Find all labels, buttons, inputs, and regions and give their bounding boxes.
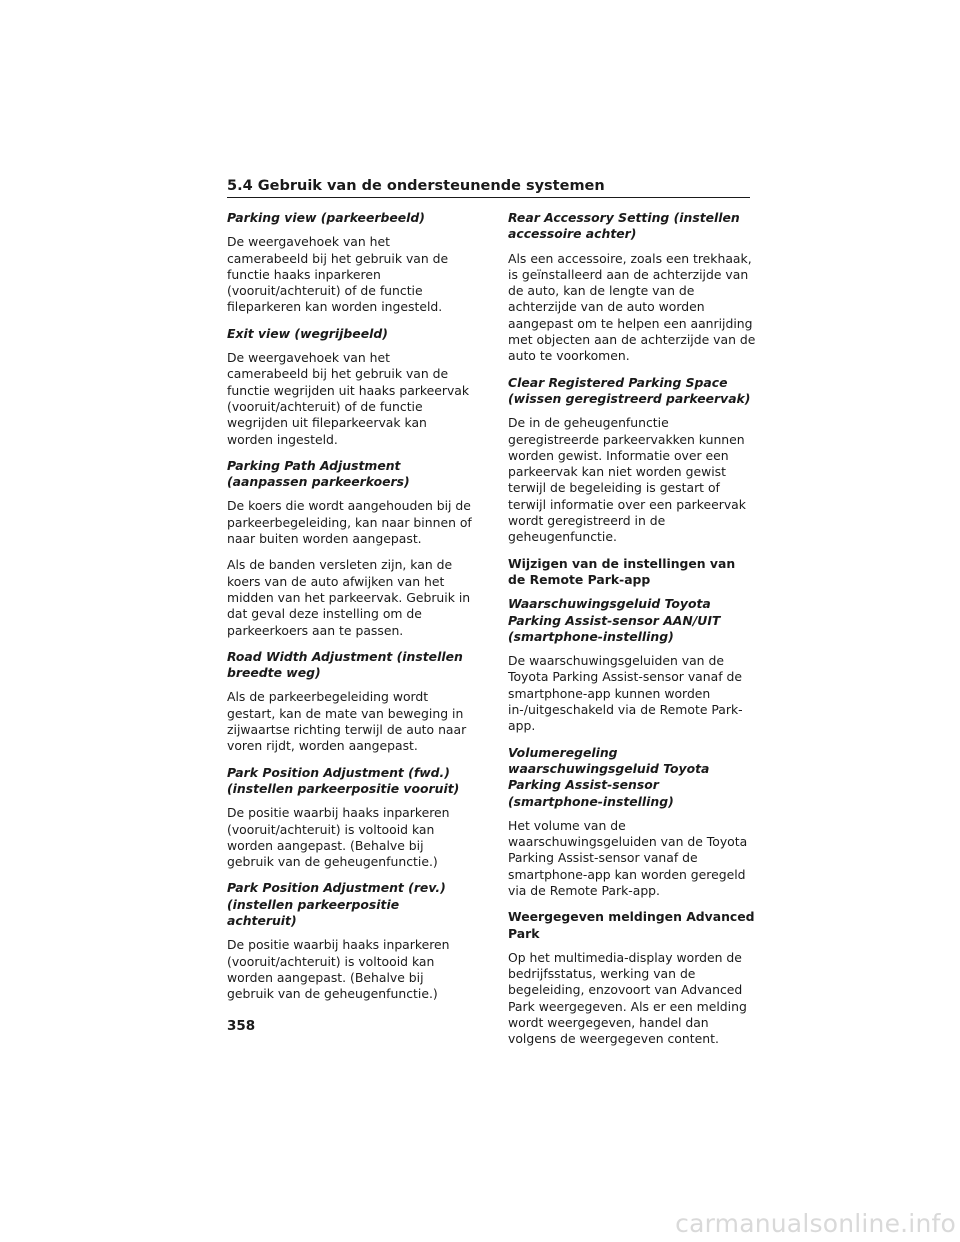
subsection-heading: Waarschuwingsgeluid Toyota Parking Assist-sensor AAN/UIT (smartphone-instelling) (508, 596, 721, 644)
body-paragraph: Als de banden versleten zijn, kan de koers van de auto afwijken van het midden van het parkeervak. Gebruik in dat geval deze instelling om de parkeerkoers aan te passen. (227, 557, 471, 638)
body-paragraph: Als een accessoire, zoals een trekhaak, is geïnstalleerd aan de achterzijde van de auto, kan de lengte van de achterzijde van de auto worden aangepast om te helpen een aanrijding met objecten aan de achterzijde van de auto te voorkomen. (508, 250, 756, 364)
subsection-heading: Exit view (wegrijbeeld) (227, 325, 388, 341)
body-paragraph: De weergavehoek van het camerabeeld bij het gebruik van de functie wegrijden uit haaks parkeervak (vooruit/achteruit) of de functie wegrijden uit fileparkeervak kan worden ingesteld. (227, 350, 470, 447)
subsection-heading: Park Position Adjustment (rev.) (instellen parkeerpositie achteruit) (227, 880, 446, 928)
subsection-heading: Parking Path Adjustment (aanpassen parkeerkoers) (227, 457, 410, 490)
section-heading: Weergegeven meldingen Advanced Park (508, 909, 755, 941)
watermark-logo: carmanualsonline.info (675, 1209, 956, 1238)
body-paragraph: Het volume van de waarschuwingsgeluiden van de Toyota Parking Assist-sensor vanaf de smartphone-app kan worden geregeld via de Remote Park-app. (508, 817, 748, 898)
section-heading: Wijzigen van de instellingen van de Remote Park-app (508, 555, 736, 587)
section-header (227, 178, 750, 198)
subsection-heading: Rear Accessory Setting (instellen accessoire achter) (508, 210, 740, 242)
body-paragraph: Op het multimedia-display worden de bedrijfsstatus, werking van de begeleiding, enzovoort van Advanced Park weergegeven. Als er een melding wordt weergegeven, handel dan volgens de weergegeven content. (508, 949, 747, 1047)
subsection-heading: Parking view (parkeerbeeld) (227, 210, 425, 225)
left-text-column (227, 210, 473, 1002)
subsection-heading: Park Position Adjustment (fwd.) (instellen parkeerpositie vooruit) (227, 764, 460, 796)
body-paragraph: De positie waarbij haaks inparkeren (vooruit/achteruit) is voltooid kan worden aangepast. (Behalve bij gebruik van de geheugenfunctie.) (227, 805, 450, 870)
body-paragraph: De in de geheugenfunctie geregistreerde parkeervakken kunnen worden gewist. Informatie over een parkeervak kan niet worden gewist terwijl de begeleiding is gestart of terwijl informatie over een parkeervak wordt geregistreerd in de geheugenfunctie. (508, 415, 746, 545)
subsection-heading: Clear Registered Parking Space (wissen geregistreerd parkeervak) (508, 374, 751, 406)
subsection-heading: Volumeregeling waarschuwingsgeluid Toyota Parking Assist-sensor (smartphone-instelling) (508, 744, 710, 809)
body-paragraph: De weergavehoek van het camerabeeld bij het gebruik van de functie haaks inparkeren (vooruit/achteruit) of de functie fileparkeren kan worden ingesteld. (227, 234, 449, 315)
body-paragraph: De koers die wordt aangehouden bij de parkeerbegeleiding, kan naar binnen of naar buiten worden aangepast. (227, 498, 472, 547)
body-paragraph: Als de parkeerbegeleiding wordt gestart, kan de mate van beweging in zijwaartse richting terwijl de auto naar voren rijdt, worden aangepast. (227, 689, 467, 754)
right-text-column (508, 210, 756, 1048)
page-number: 358 (227, 1018, 256, 1034)
subsection-heading: Road Width Adjustment (instellen breedte weg) (227, 648, 463, 681)
section-title: 5.4 Gebruik van de ondersteunende systemen (227, 178, 605, 194)
body-paragraph: De waarschuwingsgeluiden van de Toyota Parking Assist-sensor vanaf de smartphone-app kunnen worden in-/uitgeschakeld via de Remote Park-app. (508, 653, 743, 734)
body-paragraph: De positie waarbij haaks inparkeren (vooruit/achteruit) is voltooid kan worden aangepast. (Behalve bij gebruik van de geheugenfunctie.) (227, 937, 450, 1002)
